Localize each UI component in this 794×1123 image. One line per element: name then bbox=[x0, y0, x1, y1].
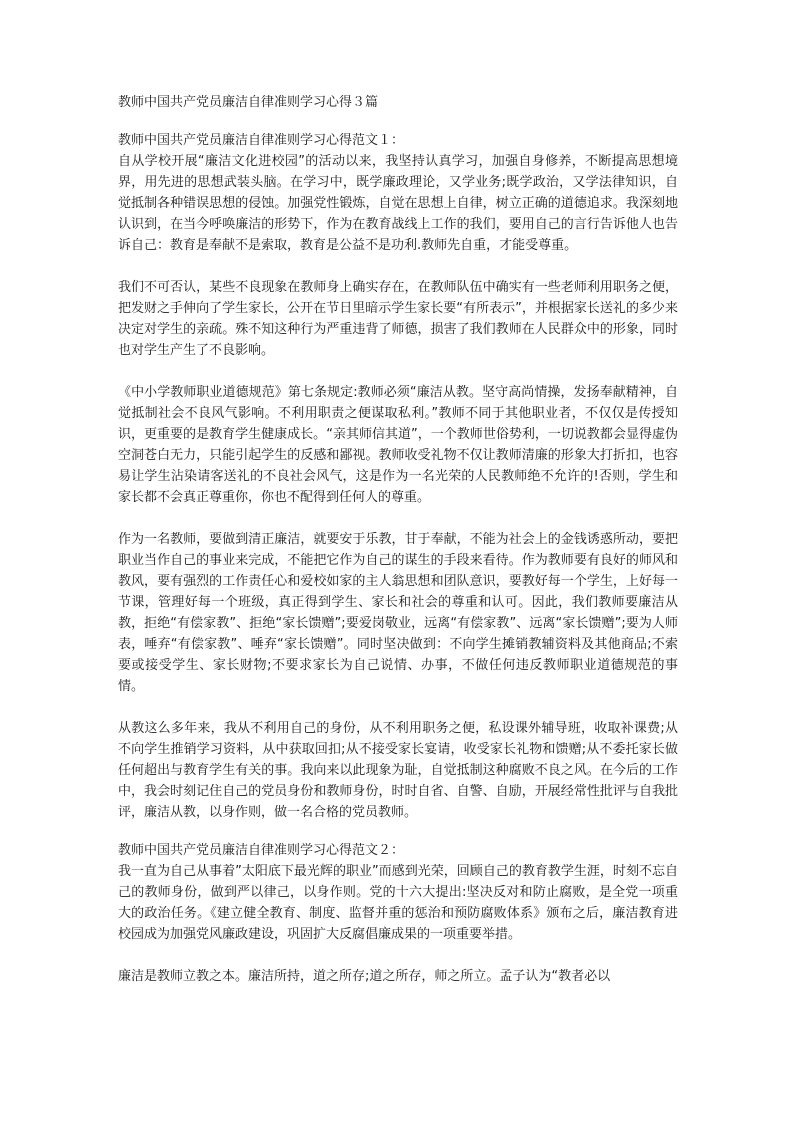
section-2-heading: 教师中国共产党员廉洁自律准则学习心得范文２： bbox=[118, 843, 405, 858]
document-page bbox=[118, 92, 678, 987]
section-2-paragraph-2: 廉洁是教师立教之本。廉洁所持，道之所存;道之所存，师之所立。孟子认为“教者必以 bbox=[118, 969, 611, 984]
section-1-paragraph-5: 从教这么多年来，我从不利用自己的身份，从不利用职务之便，私设课外辅导班，收取补课费;从不向学生推销学习资料，从中获取回扣;从不接受家长宴请，收受家长礼物和馈赠;从不委托家长做任何超出与教育学生有关的事。我向来以此现象为耻，自觉抵制这种腐败不良之风。在今后的工作中，我会时刻记住自己的党员身份和教师身份，时时自省、自警、自励，开展经常性批评与自我批评，廉洁从教，以身作则，做一名合格的党员教师。 bbox=[118, 721, 678, 820]
section-1-paragraph-3: 《中小学教师职业道德规范》第七条规定:教师必须“廉洁从教。坚守高尚情操，发扬奉献精神，自觉抵制社会不良风气影响。不利用职责之便谋取私利。”教师不同于其他职业者，不仅仅是传授知识，更重要的是教育学生健康成长。“亲其师信其道”，一个教师世俗势利，一切说教都会显得虚伪空洞苍白无力，只能引起学生的反感和鄙视。教师收受礼物不仅让教师清廉的形象大打折扣，也容易让学生沾染请客送礼的不良社会风气，这是作为一名光荣的人民教师绝不允许的!否则，学生和家长都不会真正尊重你，你也不配得到任何人的尊重。 bbox=[118, 385, 678, 505]
section-1-paragraph-2: 我们不可否认，某些不良现象在教师身上确实存在，在教师队伍中确实有一些老师利用职务之便，把发财之手伸向了学生家长，公开在节日里暗示学生家长要“有所表示”，并根据家长送礼的多少来决定对学生的亲疏。殊不知这种行为严重违背了师德，损害了我们教师在人民群众中的形象，同时也对学生产生了不良影响。 bbox=[118, 280, 678, 358]
section-2-paragraph-1: 我一直为自己从事着”太阳底下最光辉的职业”而感到光荣，回顾自己的教育教学生涯，时刻不忘自己的教师身份，做到严以律己，以身作则。党的十六大提出:坚决反对和防止腐败，是全党一项重大的政治任务。《建立健全教育、制度、监督并重的惩治和预防腐败体系》颁布之后，廉洁教育进校园成为加强党风廉政建设，巩固扩大反腐倡廉成果的一项重要举措。 bbox=[118, 864, 678, 942]
document-title: 教师中国共产党员廉洁自律准则学习心得３篇 bbox=[118, 95, 379, 110]
section-1-paragraph-4: 作为一名教师，要做到清正廉洁，就要安于乐教，甘于奉献，不能为社会上的金钱诱惑所动，要把职业当作自己的事业来完成，不能把它作为自己的谋生的手段来看待。作为教师要有良好的师风和教风，要有强烈的工作责任心和爱校如家的主人翁思想和团队意识，要教好每一个学生，上好每一节课，管理好每一个班级，真正得到学生、家长和社会的尊重和认可。因此，我们教师要廉洁从教，拒绝“有偿家教”、拒绝“家长馈赠”;要爱岗敬业，远离“有偿家教”、远离“家长馈赠”;要为人师表，唾弃“有偿家教”、唾弃“家长馈赠”。同时坚决做到：不向学生摊销教辅资料及其他商品;不索要或接受学生、家长财物;不要求家长为自己说情、办事，不做任何违反教师职业道德规范的事情。 bbox=[118, 532, 678, 694]
section-1-heading: 教师中国共产党员廉洁自律准则学习心得范文１： bbox=[118, 133, 405, 148]
section-1-paragraph-1: 自从学校开展“廉洁文化进校园”的活动以来，我坚持认真学习，加强自身修养，不断提高思想境界，用先进的思想武装头脑。在学习中，既学廉政理论，又学业务;既学政治，又学法律知识，自觉抵制各种错误思想的侵蚀。加强党性锻炼，自觉在思想上自律，树立正确的道德追求。我深刻地认识到，在当今呼唤廉洁的形势下，作为在教育战线上工作的我们，要用自己的言行告诉他人也告诉自己：教育是奉献不是索取，教育是公益不是功利.教师先自重，才能受尊重。 bbox=[118, 154, 678, 253]
